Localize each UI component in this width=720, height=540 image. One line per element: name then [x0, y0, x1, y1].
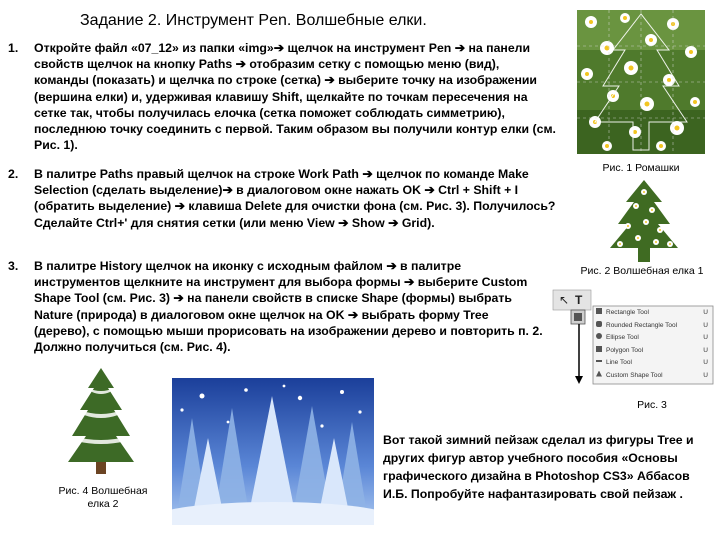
- arrow-icon: ➔: [347, 307, 359, 322]
- step-2-part-2: щелчок по команде Make Selection (сделать выделение): [34, 167, 529, 198]
- step-2-part-6: Show: [348, 215, 389, 230]
- step-2-part-3: в диалоговом окне нажать OK: [232, 183, 425, 198]
- step-2-text: [34, 166, 556, 231]
- step-1-number: 1.: [8, 41, 19, 55]
- step-3-part-5: выбрать форму Tree (дерево), с помощью мыши прорисовать на изображении дерево и повторить п. 2. Должно получиться (см. Рис. 4).: [34, 307, 543, 355]
- tool-menu-item[interactable]: Rounded Rectangle Tool U: [594, 320, 712, 333]
- step-1-part-4: отобразим сетку с помощью меню (вид), команды (показать) и щелчка по строке (сетка): [34, 57, 500, 88]
- tool-menu-item[interactable]: Line Tool U: [594, 357, 712, 370]
- step-1-part-1: Откройте файл «07_12» из папки «img»: [34, 41, 274, 55]
- step-3-text: [34, 258, 544, 355]
- magic-tree-2-image: [66, 366, 136, 476]
- polygon-tool-icon: [596, 346, 602, 352]
- arrow-icon: ➔: [454, 41, 466, 55]
- tool-menu-item[interactable]: Custom Shape Tool U: [594, 370, 712, 383]
- ellipse-tool-icon: [596, 333, 602, 339]
- step-2-number: 2.: [8, 167, 19, 181]
- shape-tool-list: [594, 307, 712, 382]
- step-2-part-4: Ctrl + Shift + I (обратить выделение): [34, 183, 519, 214]
- arrow-icon: ➔: [386, 259, 397, 273]
- arrow-icon: ➔: [424, 183, 435, 198]
- closing-paragraph: Вот такой зимний пейзаж сделал из фигуры Tree и других фигур автор учебного пособия «Основы графического дизайна в Photoshop CS3» Аббасов И.Б. Попробуйте нафантазировать свой пейзаж .: [383, 433, 694, 501]
- step-1-part-5: выберите точку на изображении (вершина елки) и, удерживая клавишу Shift, щелкайте по точкам пересечения на сетке так, чтобы получилась елочка (сетка поможет соблюдать симметрию), последнюю точку соединить с первой. Таким образом вы получили контур елки (см. Рис. 1).: [34, 73, 556, 153]
- step-1-part-3: на панели свойств щелчок на кнопку Paths: [34, 41, 531, 72]
- rounded-rectangle-tool-icon: [596, 321, 602, 327]
- tool-menu-item[interactable]: Ellipse Tool U: [594, 332, 712, 345]
- arrow-icon: ➔: [173, 291, 184, 306]
- arrow-icon: ➔: [338, 215, 349, 230]
- step-3-part-2: в палитре инструментов щелкните на инструмент для выбора формы: [34, 259, 462, 290]
- winter-landscape-image: [172, 378, 374, 525]
- caption-fig-2: Рис. 2 Волшебная елка 1: [580, 265, 704, 277]
- tool-menu-item[interactable]: Polygon Tool U: [594, 345, 712, 358]
- rectangle-tool-icon: [596, 308, 602, 314]
- step-2-part-5: клавиша Delete для очистки фона (см. Рис. 3). Получилось? Сделайте Ctrl+' для снятия сетки (или меню View: [34, 199, 556, 230]
- svg-text:↖: ↖: [559, 293, 570, 307]
- tool-menu-item[interactable]: Rectangle Tool U: [594, 307, 712, 320]
- chamomile-photo: [577, 10, 705, 154]
- step-3-part-3: выберите Custom Shape Tool (см. Рис. 3): [34, 275, 528, 306]
- caption-fig-1: Рис. 1 Ромашки: [602, 162, 680, 174]
- arrow-icon: ➔: [174, 199, 185, 214]
- arrow-icon: ➔: [362, 167, 373, 181]
- arrow-icon: ➔: [388, 215, 399, 230]
- caption-fig-4: Рис. 4 Волшебная елка 2: [58, 485, 148, 510]
- arrow-icon: ➔: [273, 41, 285, 55]
- step-1-part-2: щелчок на инструмент Pen: [284, 41, 455, 55]
- step-2-part-1: В палитре Paths правый щелчок на строке Work Path: [34, 167, 363, 181]
- caption-fig-3: Рис. 3: [637, 399, 667, 411]
- arrow-icon: ➔: [235, 57, 246, 72]
- arrow-icon: ➔: [404, 275, 415, 290]
- page-title: Задание 2. Инструмент Pen. Волшебные елки.: [80, 12, 427, 29]
- line-tool-icon: [596, 360, 602, 362]
- svg-text:T: T: [575, 293, 583, 307]
- arrow-icon: ➔: [222, 183, 233, 198]
- step-3-part-4: на панели свойств в списке Shape (формы) выбрать Nature (природа) в диалоговом окне щелчок на OK: [34, 291, 512, 322]
- magic-tree-1-image: [604, 178, 684, 264]
- arrow-icon: ➔: [324, 73, 335, 88]
- custom-shape-tool-icon: [596, 371, 602, 377]
- step-3-part-1: В палитре History щелчок на иконку с исходным файлом: [34, 259, 387, 273]
- step-3-number: 3.: [8, 259, 19, 273]
- step-1-text: [34, 40, 556, 153]
- step-2-part-7: Grid).: [398, 215, 435, 230]
